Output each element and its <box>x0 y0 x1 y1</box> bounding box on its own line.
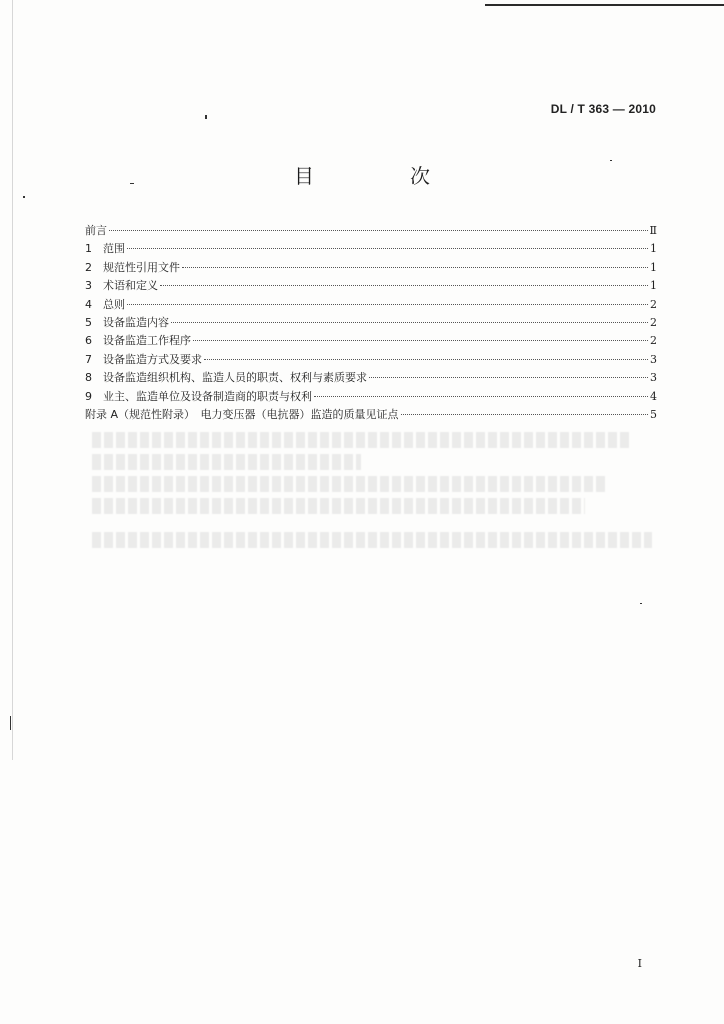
toc-entry-number: 1 <box>85 242 92 256</box>
toc-entry-8[interactable] <box>85 369 657 387</box>
toc-entry-page: 2 <box>650 297 657 311</box>
scan-speck <box>640 603 642 604</box>
toc-entry-1[interactable] <box>85 240 657 258</box>
toc-entry-number: 4 <box>85 297 92 311</box>
bleed-through-text <box>92 432 652 554</box>
toc-leader-dots <box>182 267 648 268</box>
toc-entry-number: 9 <box>85 389 92 403</box>
toc-leader-dots <box>160 285 648 286</box>
toc-entry-number: 7 <box>85 352 92 366</box>
toc-entry-9[interactable] <box>85 388 657 406</box>
scan-artifact-left-edge <box>12 0 13 760</box>
toc-entry-appendix-a[interactable] <box>85 406 657 424</box>
table-of-contents <box>85 222 657 424</box>
toc-entry-7[interactable] <box>85 351 657 369</box>
toc-leader-dots <box>204 359 648 360</box>
toc-entry-label: 规范性引用文件 <box>103 260 180 274</box>
scan-speck <box>205 115 207 119</box>
toc-entry-label: 设备监造组织机构、监造人员的职责、权利与素质要求 <box>103 371 367 385</box>
toc-entry-number: 3 <box>85 279 92 293</box>
toc-leader-dots <box>369 377 648 378</box>
toc-leader-dots <box>127 248 648 249</box>
scan-artifact-top-line <box>485 4 724 6</box>
scan-speck <box>10 716 11 730</box>
toc-entry-label: 设备监造内容 <box>103 315 169 329</box>
toc-entry-page: 1 <box>650 279 657 293</box>
toc-entry-number: 2 <box>85 260 92 274</box>
toc-entry-label: 附录 A（规范性附录） 电力变压器（电抗器）监造的质量见证点 <box>85 407 399 421</box>
toc-leader-dots <box>193 340 648 341</box>
toc-entry-6[interactable] <box>85 332 657 350</box>
toc-entry-label: 总则 <box>103 297 125 311</box>
toc-leader-dots <box>127 304 648 305</box>
toc-entry-number: 8 <box>85 371 92 385</box>
toc-entry-page: 2 <box>650 334 657 348</box>
toc-entry-preface[interactable] <box>85 222 657 240</box>
toc-leader-dots <box>401 414 648 415</box>
toc-leader-dots <box>109 230 648 231</box>
toc-entry-page: Ⅱ <box>649 224 657 237</box>
page-title: 目 次 <box>294 164 468 188</box>
toc-entry-page: 1 <box>650 242 657 256</box>
toc-entry-number: 6 <box>85 334 92 348</box>
scan-speck <box>23 196 25 198</box>
toc-entry-page: 1 <box>650 260 657 274</box>
toc-leader-dots <box>171 322 648 323</box>
toc-entry-page: 5 <box>650 407 657 421</box>
page-number: I <box>637 957 642 970</box>
toc-entry-page: 3 <box>650 371 657 385</box>
toc-leader-dots <box>314 396 648 397</box>
toc-entry-label: 范围 <box>103 242 125 256</box>
toc-entry-label: 术语和定义 <box>103 279 158 293</box>
toc-entry-label: 设备监造方式及要求 <box>103 352 202 366</box>
toc-entry-label: 业主、监造单位及设备制造商的职责与权利 <box>103 389 312 403</box>
toc-entry-5[interactable] <box>85 314 657 332</box>
toc-entry-page: 4 <box>650 389 657 403</box>
toc-entry-label: 设备监造工作程序 <box>103 334 191 348</box>
toc-entry-label: 前言 <box>85 224 107 237</box>
toc-entry-page: 2 <box>650 315 657 329</box>
toc-entry-page: 3 <box>650 352 657 366</box>
toc-entry-3[interactable] <box>85 277 657 295</box>
toc-entry-2[interactable] <box>85 259 657 277</box>
toc-entry-number: 5 <box>85 315 92 329</box>
standard-code: DL / T 363 — 2010 <box>550 102 656 116</box>
toc-entry-4[interactable] <box>85 296 657 314</box>
